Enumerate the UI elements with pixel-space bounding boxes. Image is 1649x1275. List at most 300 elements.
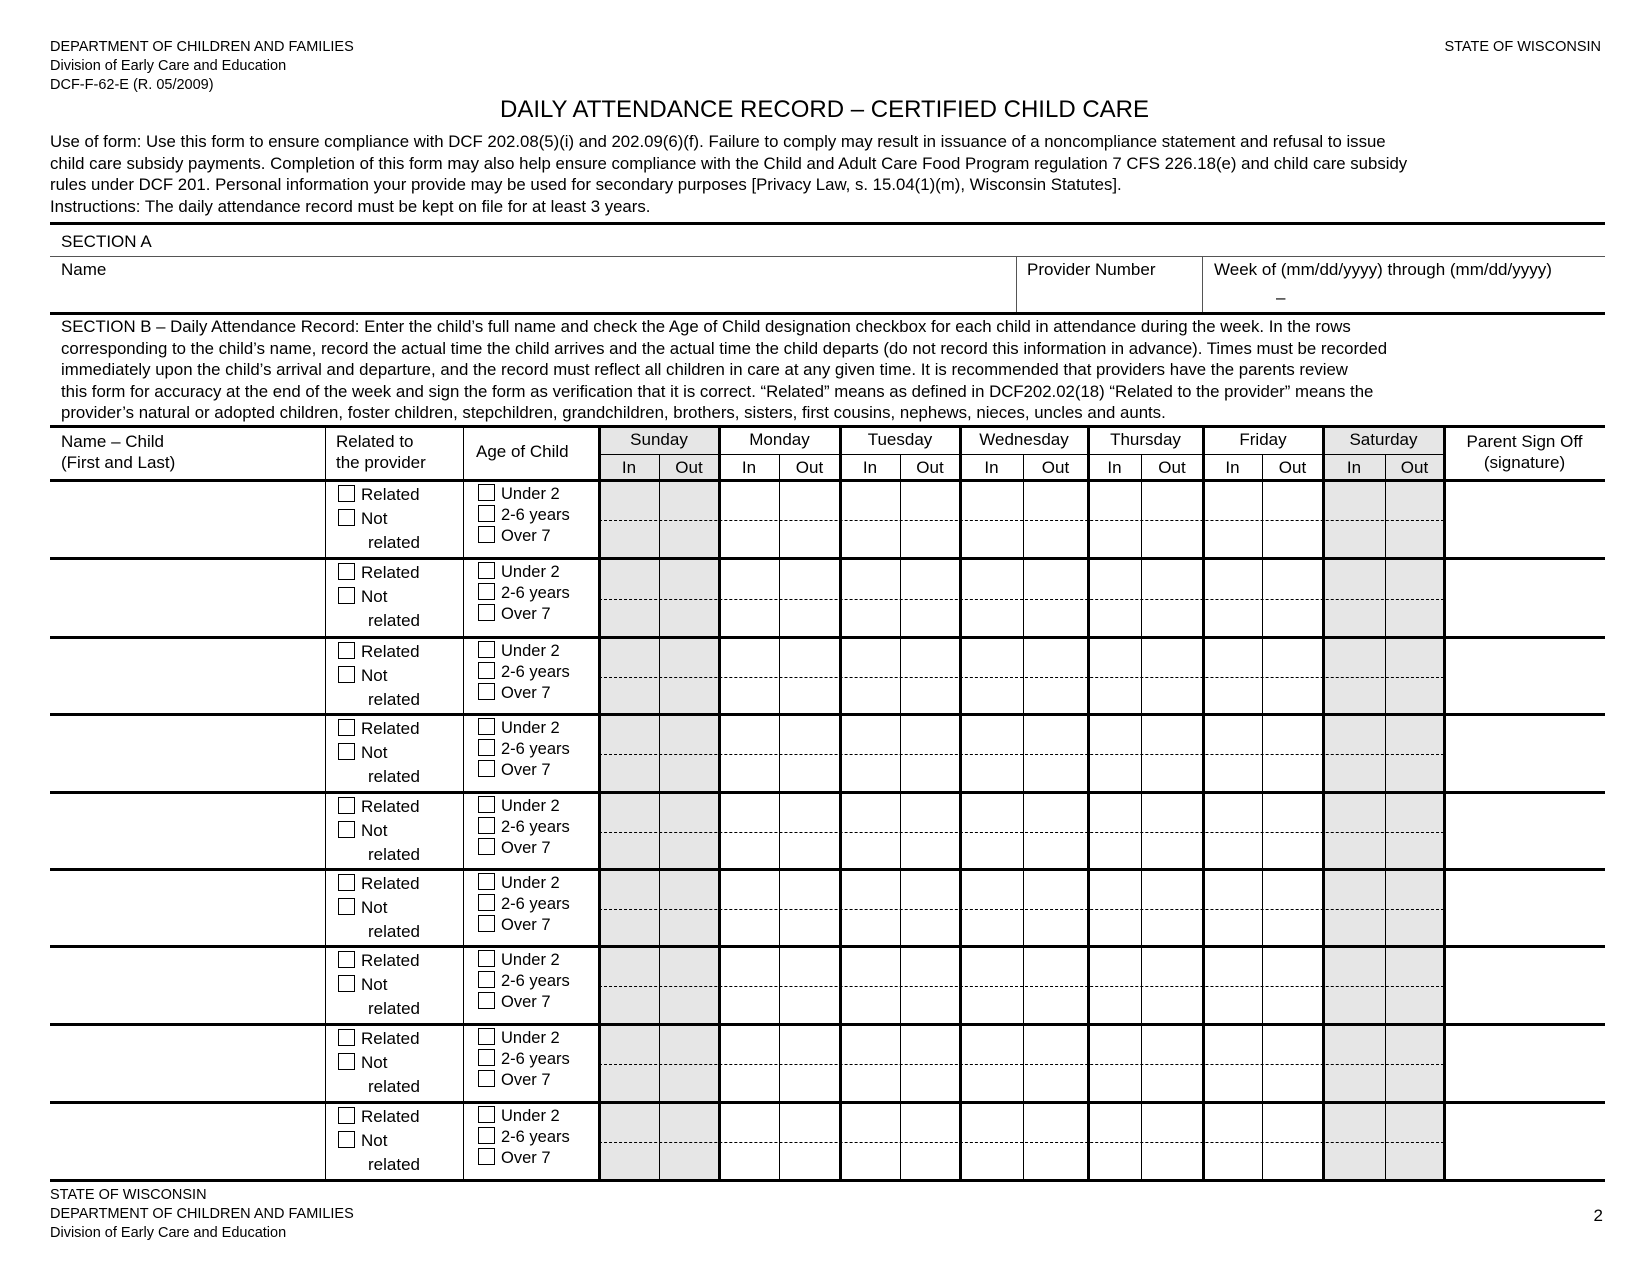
time-out-cell[interactable] bbox=[1387, 1025, 1443, 1103]
time-out-cell[interactable] bbox=[1387, 947, 1443, 1025]
time-out-cell[interactable] bbox=[902, 793, 959, 870]
time-out-cell[interactable] bbox=[781, 947, 839, 1025]
time-in-cell[interactable] bbox=[1090, 947, 1140, 1025]
age-option[interactable] bbox=[478, 817, 570, 837]
time-out-cell[interactable] bbox=[781, 715, 839, 793]
age-checkbox[interactable] bbox=[478, 562, 495, 579]
not-related-option[interactable] bbox=[338, 820, 387, 841]
related-label: related bbox=[368, 1077, 420, 1096]
time-in-cell[interactable] bbox=[1090, 481, 1140, 559]
time-out-cell[interactable] bbox=[1025, 559, 1087, 638]
age-label: Under 2 bbox=[501, 719, 560, 737]
parent-signature-field[interactable] bbox=[1446, 559, 1605, 638]
time-in-cell[interactable] bbox=[721, 870, 778, 947]
not-related-option[interactable] bbox=[338, 665, 387, 686]
in-header: In bbox=[621, 458, 637, 477]
related-option[interactable] bbox=[338, 1028, 420, 1049]
time-in-cell[interactable] bbox=[1205, 559, 1261, 638]
related-label: Related bbox=[361, 1107, 420, 1126]
time-out-cell[interactable] bbox=[902, 481, 959, 559]
age-checkbox[interactable] bbox=[478, 817, 495, 834]
related-label: related bbox=[368, 690, 420, 709]
age-option[interactable] bbox=[478, 873, 560, 893]
time-in-cell[interactable] bbox=[721, 559, 778, 638]
age-option[interactable] bbox=[478, 760, 551, 780]
time-out-cell[interactable] bbox=[661, 793, 718, 870]
child-name-field[interactable] bbox=[50, 947, 324, 1025]
age-option[interactable] bbox=[478, 1127, 570, 1147]
time-out-cell[interactable] bbox=[1025, 638, 1087, 715]
time-in-cell[interactable] bbox=[1325, 793, 1384, 870]
not-related-checkbox[interactable] bbox=[338, 898, 355, 915]
related-option[interactable] bbox=[338, 641, 420, 662]
not-related-option[interactable] bbox=[338, 586, 387, 607]
in-out-rule bbox=[900, 454, 901, 1181]
age-option[interactable] bbox=[478, 662, 570, 682]
time-out-cell[interactable] bbox=[1264, 481, 1322, 559]
week-of-field[interactable] bbox=[1203, 257, 1605, 312]
related-checkbox[interactable] bbox=[338, 797, 355, 814]
age-option[interactable] bbox=[478, 894, 570, 914]
time-in-cell[interactable] bbox=[1090, 638, 1140, 715]
time-out-cell[interactable] bbox=[1387, 715, 1443, 793]
age-option[interactable] bbox=[478, 505, 570, 525]
time-in-cell[interactable] bbox=[1205, 715, 1261, 793]
time-in-cell[interactable] bbox=[601, 638, 658, 715]
time-out-cell[interactable] bbox=[781, 870, 839, 947]
age-checkbox[interactable] bbox=[478, 838, 495, 855]
time-out-cell[interactable] bbox=[1143, 793, 1202, 870]
age-header: Age of Child bbox=[476, 442, 569, 461]
related-label: related bbox=[368, 767, 420, 786]
time-out-cell[interactable] bbox=[902, 559, 959, 638]
time-in-cell[interactable] bbox=[1205, 1103, 1261, 1181]
day-header-monday: Monday bbox=[749, 430, 810, 449]
time-in-cell[interactable] bbox=[601, 715, 658, 793]
child-name-field[interactable] bbox=[50, 1025, 324, 1103]
age-checkbox[interactable] bbox=[478, 683, 495, 700]
time-in-cell[interactable] bbox=[721, 1103, 778, 1181]
week-dash: – bbox=[1276, 288, 1286, 307]
age-option[interactable] bbox=[478, 992, 551, 1012]
age-checkbox[interactable] bbox=[478, 1028, 495, 1045]
section-b-line: provider’s natural or adopted children, foster children, stepchildren, grandchildren, brothers, sisters, first cousins, nephews, nieces, uncles and aunts. bbox=[61, 403, 1166, 422]
child-name-field[interactable] bbox=[50, 870, 324, 947]
not-label: Not bbox=[361, 509, 388, 528]
time-out-cell[interactable] bbox=[1143, 947, 1202, 1025]
time-out-cell[interactable] bbox=[1264, 1025, 1322, 1103]
time-in-cell[interactable] bbox=[1325, 481, 1384, 559]
age-option[interactable] bbox=[478, 1106, 560, 1126]
not-label: Not bbox=[361, 587, 388, 606]
related-option[interactable] bbox=[338, 950, 420, 971]
time-in-cell[interactable] bbox=[601, 793, 658, 870]
time-out-cell[interactable] bbox=[661, 715, 718, 793]
time-in-cell[interactable] bbox=[601, 559, 658, 638]
provider-number-field[interactable] bbox=[1017, 257, 1202, 312]
not-label: Not bbox=[361, 1131, 388, 1150]
age-option[interactable] bbox=[478, 950, 560, 970]
time-out-cell[interactable] bbox=[902, 715, 959, 793]
col-rule bbox=[463, 425, 464, 1181]
name-child-header: Name – Child bbox=[61, 432, 164, 451]
time-in-cell[interactable] bbox=[962, 870, 1022, 947]
time-out-cell[interactable] bbox=[781, 793, 839, 870]
age-option[interactable] bbox=[478, 1049, 570, 1069]
age-checkbox[interactable] bbox=[478, 1148, 495, 1165]
age-label: Over 7 bbox=[501, 761, 551, 779]
age-option[interactable] bbox=[478, 683, 551, 703]
age-checkbox[interactable] bbox=[478, 1070, 495, 1087]
not-related-checkbox[interactable] bbox=[338, 743, 355, 760]
time-in-cell[interactable] bbox=[1090, 1103, 1140, 1181]
time-out-cell[interactable] bbox=[1387, 638, 1443, 715]
time-out-cell[interactable] bbox=[1387, 793, 1443, 870]
related-checkbox[interactable] bbox=[338, 1029, 355, 1046]
age-checkbox[interactable] bbox=[478, 894, 495, 911]
time-in-cell[interactable] bbox=[1205, 481, 1261, 559]
not-label: Not bbox=[361, 743, 388, 762]
time-in-cell[interactable] bbox=[1090, 1025, 1140, 1103]
time-out-cell[interactable] bbox=[1264, 793, 1322, 870]
section-b-line: corresponding to the child’s name, record the actual time the child arrives and the actual time the child departs (do not record this information in advance). Times must be recorded bbox=[61, 338, 1388, 358]
time-in-cell[interactable] bbox=[1090, 559, 1140, 638]
related-checkbox[interactable] bbox=[338, 951, 355, 968]
time-in-cell[interactable] bbox=[842, 1025, 899, 1103]
parent-signature-field[interactable] bbox=[1446, 715, 1605, 793]
not-related-checkbox[interactable] bbox=[338, 509, 355, 526]
related-checkbox[interactable] bbox=[338, 563, 355, 580]
age-checkbox[interactable] bbox=[478, 915, 495, 932]
time-out-cell[interactable] bbox=[781, 1103, 839, 1181]
time-out-cell[interactable] bbox=[1143, 1103, 1202, 1181]
time-out-cell[interactable] bbox=[902, 1025, 959, 1103]
time-in-cell[interactable] bbox=[721, 793, 778, 870]
age-checkbox[interactable] bbox=[478, 1127, 495, 1144]
time-in-cell[interactable] bbox=[962, 793, 1022, 870]
time-out-cell[interactable] bbox=[1143, 559, 1202, 638]
age-checkbox[interactable] bbox=[478, 484, 495, 501]
age-option[interactable] bbox=[478, 915, 551, 935]
time-out-cell[interactable] bbox=[661, 559, 718, 638]
related-label: Related bbox=[361, 485, 420, 504]
age-option[interactable] bbox=[478, 838, 551, 858]
time-in-cell[interactable] bbox=[962, 559, 1022, 638]
time-in-cell[interactable] bbox=[962, 638, 1022, 715]
parent-signature-field[interactable] bbox=[1446, 1103, 1605, 1181]
age-label: 2-6 years bbox=[501, 506, 570, 524]
age-option[interactable] bbox=[478, 1028, 560, 1048]
age-checkbox[interactable] bbox=[478, 992, 495, 1009]
not-related-option[interactable] bbox=[338, 974, 387, 995]
time-in-cell[interactable] bbox=[842, 1103, 899, 1181]
time-out-cell[interactable] bbox=[902, 1103, 959, 1181]
time-out-cell[interactable] bbox=[1025, 947, 1087, 1025]
time-in-cell[interactable] bbox=[721, 1025, 778, 1103]
time-in-cell[interactable] bbox=[721, 715, 778, 793]
out-header: Out bbox=[675, 458, 703, 477]
footer-state: STATE OF WISCONSIN bbox=[50, 1187, 207, 1203]
time-in-cell[interactable] bbox=[601, 1025, 658, 1103]
time-in-cell[interactable] bbox=[842, 559, 899, 638]
time-in-cell[interactable] bbox=[1090, 870, 1140, 947]
time-out-cell[interactable] bbox=[1387, 1103, 1443, 1181]
not-related-checkbox[interactable] bbox=[338, 666, 355, 683]
time-out-cell[interactable] bbox=[1143, 481, 1202, 559]
child-name-field[interactable] bbox=[50, 715, 324, 793]
age-label: Under 2 bbox=[501, 1029, 560, 1047]
in-out-rule bbox=[659, 454, 660, 1181]
day-subheader-rule bbox=[599, 454, 1444, 455]
time-in-cell[interactable] bbox=[721, 947, 778, 1025]
day-header-friday: Friday bbox=[1239, 430, 1287, 449]
use-of-form-text bbox=[50, 131, 1610, 217]
age-label: Over 7 bbox=[501, 1071, 551, 1089]
age-checkbox[interactable] bbox=[478, 873, 495, 890]
time-in-cell[interactable] bbox=[601, 947, 658, 1025]
related-checkbox[interactable] bbox=[338, 485, 355, 502]
time-in-cell[interactable] bbox=[1325, 1025, 1384, 1103]
name-field[interactable] bbox=[50, 257, 1016, 312]
time-in-cell[interactable] bbox=[1325, 870, 1384, 947]
time-out-cell[interactable] bbox=[781, 1025, 839, 1103]
time-out-cell[interactable] bbox=[902, 870, 959, 947]
day-header-thursday: Thursday bbox=[1110, 430, 1181, 449]
time-in-cell[interactable] bbox=[601, 870, 658, 947]
related-option[interactable] bbox=[338, 562, 420, 583]
in-header: In bbox=[1225, 458, 1240, 477]
in-header: In bbox=[984, 458, 999, 477]
age-checkbox[interactable] bbox=[478, 1049, 495, 1066]
age-option[interactable] bbox=[478, 718, 560, 738]
age-checkbox[interactable] bbox=[478, 718, 495, 735]
time-in-cell[interactable] bbox=[842, 793, 899, 870]
time-out-cell[interactable] bbox=[781, 481, 839, 559]
time-in-cell[interactable] bbox=[721, 481, 778, 559]
day-header-wednesday: Wednesday bbox=[979, 430, 1069, 449]
day-header-sunday: Sunday bbox=[630, 430, 688, 449]
age-checkbox[interactable] bbox=[478, 739, 495, 756]
age-checkbox[interactable] bbox=[478, 796, 495, 813]
child-name-field[interactable] bbox=[50, 1103, 324, 1181]
time-in-cell[interactable] bbox=[1325, 638, 1384, 715]
related-label: related bbox=[368, 611, 420, 630]
in-out-rule bbox=[1023, 454, 1024, 1181]
related-label: Related bbox=[361, 563, 420, 582]
time-in-cell[interactable] bbox=[1205, 1025, 1261, 1103]
time-out-cell[interactable] bbox=[1025, 870, 1087, 947]
time-out-cell[interactable] bbox=[661, 1025, 718, 1103]
related-checkbox[interactable] bbox=[338, 874, 355, 891]
age-label: 2-6 years bbox=[501, 1128, 570, 1146]
related-option[interactable] bbox=[338, 873, 420, 894]
time-in-cell[interactable] bbox=[1205, 638, 1261, 715]
related-checkbox[interactable] bbox=[338, 642, 355, 659]
time-out-cell[interactable] bbox=[1025, 1103, 1087, 1181]
provider-number-label: Provider Number bbox=[1027, 260, 1156, 279]
section-b-text bbox=[61, 316, 1606, 424]
time-out-cell[interactable] bbox=[1264, 947, 1322, 1025]
name-child-subheader: (First and Last) bbox=[61, 453, 176, 472]
time-out-cell[interactable] bbox=[781, 559, 839, 638]
not-label: Not bbox=[361, 1053, 388, 1072]
related-label: related bbox=[368, 999, 420, 1018]
age-checkbox[interactable] bbox=[478, 505, 495, 522]
age-option[interactable] bbox=[478, 583, 570, 603]
time-in-cell[interactable] bbox=[842, 947, 899, 1025]
age-option[interactable] bbox=[478, 971, 570, 991]
not-related-option[interactable] bbox=[338, 897, 387, 918]
time-in-cell[interactable] bbox=[962, 947, 1022, 1025]
not-related-option[interactable] bbox=[338, 1052, 387, 1073]
time-in-cell[interactable] bbox=[1205, 793, 1261, 870]
out-header: Out bbox=[795, 458, 824, 477]
time-in-cell[interactable] bbox=[842, 481, 899, 559]
related-checkbox[interactable] bbox=[338, 1107, 355, 1124]
time-out-cell[interactable] bbox=[1264, 870, 1322, 947]
time-out-cell[interactable] bbox=[781, 638, 839, 715]
time-in-cell[interactable] bbox=[962, 715, 1022, 793]
time-out-cell[interactable] bbox=[661, 481, 718, 559]
time-out-cell[interactable] bbox=[1264, 1103, 1322, 1181]
related-option[interactable] bbox=[338, 1106, 420, 1127]
age-option[interactable] bbox=[478, 796, 560, 816]
time-out-cell[interactable] bbox=[661, 638, 718, 715]
not-related-checkbox[interactable] bbox=[338, 821, 355, 838]
age-option[interactable] bbox=[478, 604, 551, 624]
not-related-checkbox[interactable] bbox=[338, 975, 355, 992]
time-out-cell[interactable] bbox=[1387, 870, 1443, 947]
age-label: Over 7 bbox=[501, 1149, 551, 1167]
time-out-cell[interactable] bbox=[1264, 638, 1322, 715]
time-in-cell[interactable] bbox=[962, 1025, 1022, 1103]
time-out-cell[interactable] bbox=[1025, 1025, 1087, 1103]
age-option[interactable] bbox=[478, 1070, 551, 1090]
related-option[interactable] bbox=[338, 718, 420, 739]
age-label: 2-6 years bbox=[501, 895, 570, 913]
out-header: Out bbox=[1041, 458, 1070, 477]
not-label: Not bbox=[361, 666, 388, 685]
not-related-checkbox[interactable] bbox=[338, 1053, 355, 1070]
child-name-field[interactable] bbox=[50, 638, 324, 715]
time-out-cell[interactable] bbox=[1264, 715, 1322, 793]
time-out-cell[interactable] bbox=[1143, 638, 1202, 715]
age-checkbox[interactable] bbox=[478, 662, 495, 679]
age-checkbox[interactable] bbox=[478, 604, 495, 621]
age-checkbox[interactable] bbox=[478, 526, 495, 543]
time-in-cell[interactable] bbox=[1205, 947, 1261, 1025]
header-division: Division of Early Care and Education bbox=[50, 58, 287, 74]
time-in-cell[interactable] bbox=[1325, 947, 1384, 1025]
age-option[interactable] bbox=[478, 1148, 551, 1168]
age-option[interactable] bbox=[478, 526, 551, 546]
time-out-cell[interactable] bbox=[661, 947, 718, 1025]
time-out-cell[interactable] bbox=[1264, 559, 1322, 638]
not-related-option[interactable] bbox=[338, 1130, 387, 1151]
time-in-cell[interactable] bbox=[1325, 1103, 1384, 1181]
parent-signature-field[interactable] bbox=[1446, 1025, 1605, 1103]
age-checkbox[interactable] bbox=[478, 760, 495, 777]
time-in-cell[interactable] bbox=[601, 481, 658, 559]
parent-signature-field[interactable] bbox=[1446, 793, 1605, 870]
time-in-cell[interactable] bbox=[962, 481, 1022, 559]
related-label: Related bbox=[361, 719, 420, 738]
time-out-cell[interactable] bbox=[1387, 559, 1443, 638]
use-of-form-line: rules under DCF 201. Personal information your provide may be used for secondary purposes [Privacy Law, s. 15.04(1)(m), Wisconsin Statutes]. bbox=[50, 175, 1122, 194]
time-in-cell[interactable] bbox=[962, 1103, 1022, 1181]
parent-signature-field[interactable] bbox=[1446, 638, 1605, 715]
age-checkbox[interactable] bbox=[478, 583, 495, 600]
time-in-cell[interactable] bbox=[1090, 793, 1140, 870]
time-out-cell[interactable] bbox=[902, 947, 959, 1025]
related-option[interactable] bbox=[338, 796, 420, 817]
age-checkbox[interactable] bbox=[478, 950, 495, 967]
time-in-cell[interactable] bbox=[601, 1103, 658, 1181]
related-option[interactable] bbox=[338, 484, 420, 505]
child-name-field[interactable] bbox=[50, 481, 324, 559]
not-related-checkbox[interactable] bbox=[338, 1131, 355, 1148]
age-checkbox[interactable] bbox=[478, 971, 495, 988]
time-in-cell[interactable] bbox=[842, 638, 899, 715]
time-out-cell[interactable] bbox=[661, 1103, 718, 1181]
time-out-cell[interactable] bbox=[1143, 715, 1202, 793]
time-out-cell[interactable] bbox=[1143, 1025, 1202, 1103]
related-header: Related to bbox=[336, 432, 414, 451]
related-checkbox[interactable] bbox=[338, 719, 355, 736]
time-in-cell[interactable] bbox=[1325, 559, 1384, 638]
child-name-field[interactable] bbox=[50, 559, 324, 638]
time-out-cell[interactable] bbox=[1025, 793, 1087, 870]
time-out-cell[interactable] bbox=[661, 870, 718, 947]
age-option[interactable] bbox=[478, 484, 560, 504]
time-out-cell[interactable] bbox=[1387, 481, 1443, 559]
time-in-cell[interactable] bbox=[842, 715, 899, 793]
age-checkbox[interactable] bbox=[478, 641, 495, 658]
time-in-cell[interactable] bbox=[1205, 870, 1261, 947]
age-label: 2-6 years bbox=[501, 972, 570, 990]
age-label: Over 7 bbox=[501, 993, 551, 1011]
age-label: 2-6 years bbox=[501, 818, 570, 836]
parent-signature-field[interactable] bbox=[1446, 481, 1605, 559]
age-option[interactable] bbox=[478, 641, 560, 661]
age-option[interactable] bbox=[478, 739, 570, 759]
time-out-cell[interactable] bbox=[1025, 715, 1087, 793]
not-related-option[interactable] bbox=[338, 742, 387, 763]
not-related-checkbox[interactable] bbox=[338, 587, 355, 604]
related-label: related bbox=[368, 845, 420, 864]
time-out-cell[interactable] bbox=[1025, 481, 1087, 559]
time-in-cell[interactable] bbox=[842, 870, 899, 947]
related-label: related bbox=[368, 1155, 420, 1174]
parent-signature-field[interactable] bbox=[1446, 870, 1605, 947]
time-in-cell[interactable] bbox=[721, 638, 778, 715]
time-in-cell[interactable] bbox=[1090, 715, 1140, 793]
out-header: Out bbox=[1400, 458, 1429, 477]
section-a-heading: SECTION A bbox=[61, 232, 152, 251]
age-checkbox[interactable] bbox=[478, 1106, 495, 1123]
time-in-cell[interactable] bbox=[1325, 715, 1384, 793]
not-related-option[interactable] bbox=[338, 508, 387, 529]
header-dept: DEPARTMENT OF CHILDREN AND FAMILIES bbox=[50, 39, 354, 55]
age-option[interactable] bbox=[478, 562, 560, 582]
time-out-cell[interactable] bbox=[902, 638, 959, 715]
age-label: Over 7 bbox=[501, 684, 551, 702]
child-name-field[interactable] bbox=[50, 793, 324, 870]
day-header-saturday: Saturday bbox=[1349, 430, 1418, 449]
not-label: Not bbox=[361, 821, 388, 840]
time-out-cell[interactable] bbox=[1143, 870, 1202, 947]
parent-signature-field[interactable] bbox=[1446, 947, 1605, 1025]
